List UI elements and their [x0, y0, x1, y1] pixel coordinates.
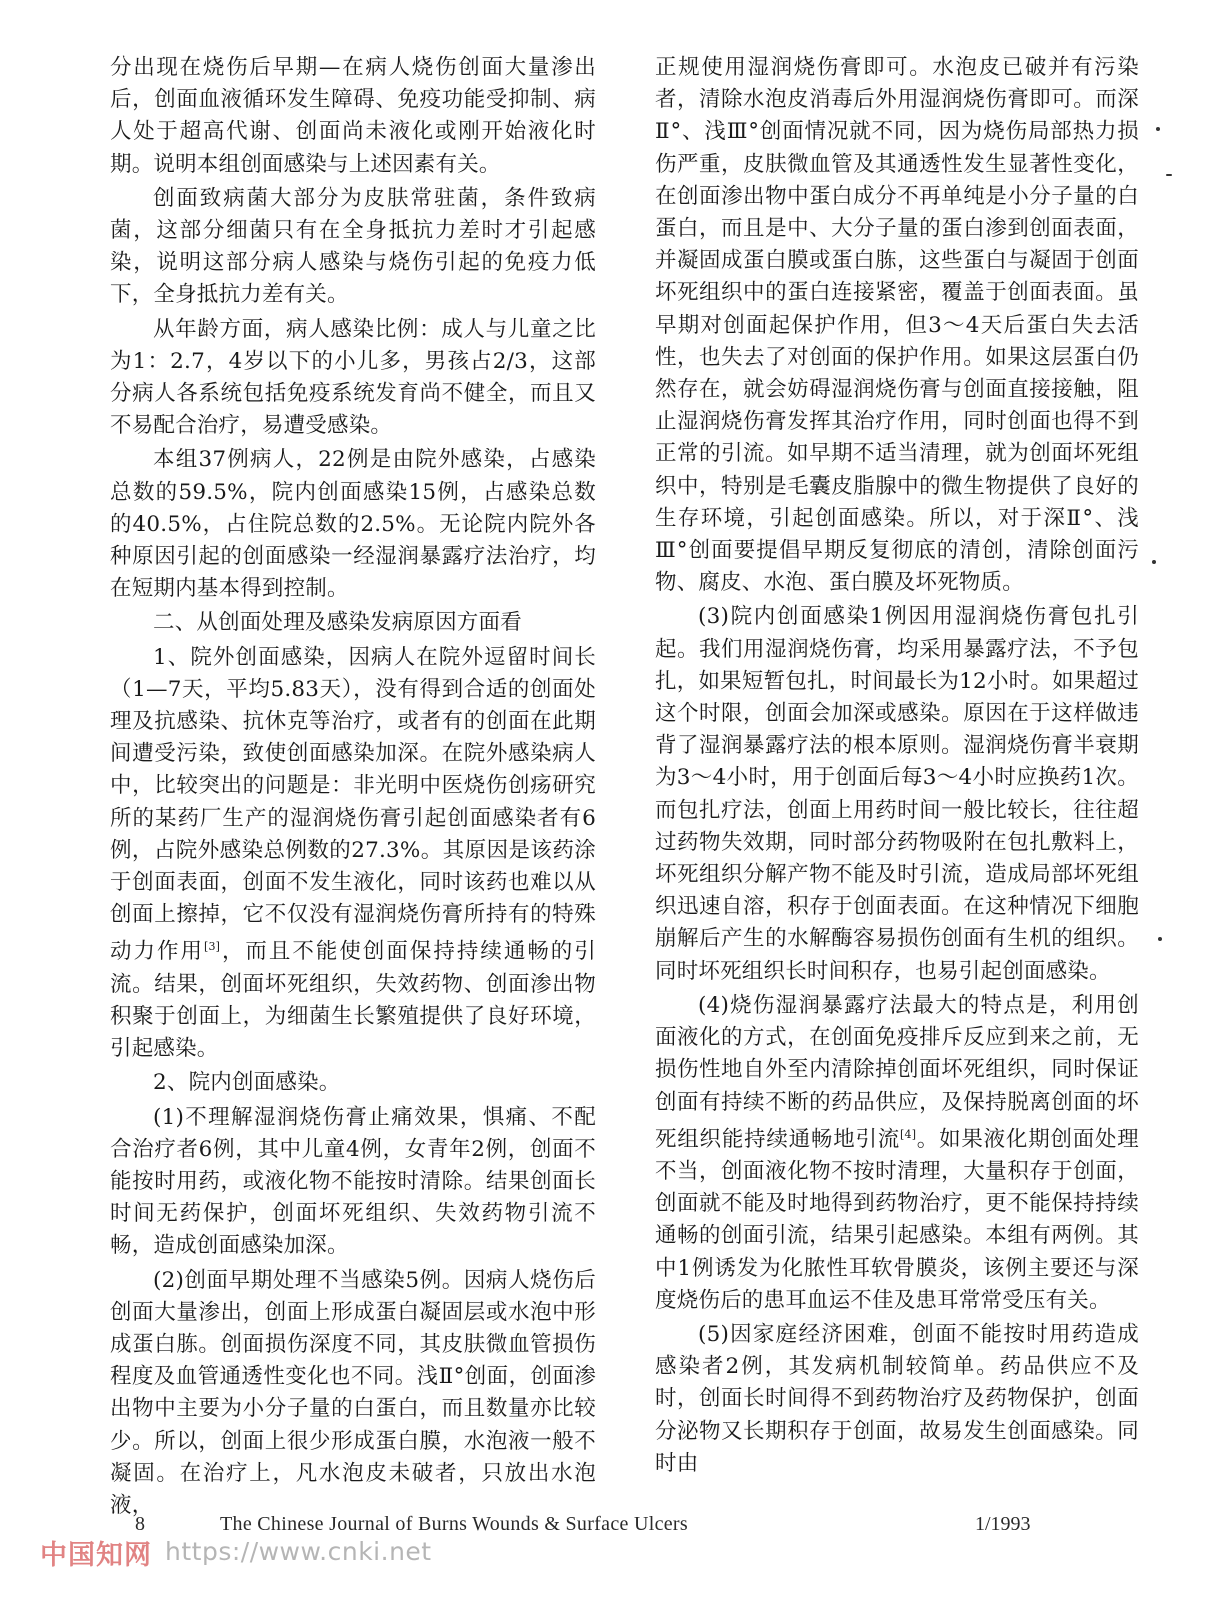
watermark-url: https://www.cnki.net	[165, 1537, 432, 1566]
paragraph: 创面致病菌大部分为皮肤常驻菌，条件致病菌，这部分细菌只有在全身抵抗力差时才引起感染，说明这部分病人感染与烧伤引起的免疫力低下，全身抵抗力差有关。	[110, 185, 596, 308]
paragraph: 分出现在烧伤后早期—在病人烧伤创面大量渗出后，创面血液循环发生障碍、免疫功能受抑制、病人处于超高代谢、创面尚未液化或刚开始液化时期。说明本组创面感染与上述因素有关。	[110, 55, 596, 177]
paragraph: (3)院内创面感染1例因用湿润烧伤膏包扎引起。我们用湿润烧伤膏，均采用暴露疗法，不予包扎，如果短暂包扎，时间最长为12小时。如果超过这个时限，创面会加深或感染。原因在于这样做违背了湿润暴露疗法的根本原则。湿润烧伤膏半衰期为3～4小时，用于创面后每3～4小时应换药1次。而包扎疗法，创面上用药时间一般比较长，往往超过药物失效期，同时部分药物吸附在包扎敷料上，坏死组织分解产物不能及时引流，造成局部坏死组织迅速自溶，积存于创面表面。在这种情况下细胞崩解后产生的水解酶容易损伤创面有生机的组织。同时坏死组织长时间积存，也易引起创面感染。	[655, 604, 1139, 984]
scan-speck	[1166, 174, 1172, 176]
issue-number: 1/1993	[975, 1513, 1031, 1535]
paragraph: (1)不理解湿润烧伤膏止痛效果，惧痛、不配合治疗者6例，其中儿童4例，女青年2例，创面不能按时用药，或液化物不能按时清除。结果创面长时间无药保护，创面坏死组织、失效药物引流不畅，造成创面感染加深。	[110, 1104, 596, 1259]
paragraph-text: (4)烧伤湿润暴露疗法最大的特点是，利用创面液化的方式，在创面免疫排斥反应到来之前，无损伤性地自外至内清除掉创面坏死组织，同时保证创面有持续不断的药品供应，及保持脱离创面的坏死组织能持续通畅地引流	[655, 992, 1139, 1152]
citation-ref: [3]	[203, 940, 221, 954]
paragraph-text: 1、院外创面感染，因病人在院外逗留时间长（1—7天，平均5.83天），没有得到合适的创面处理及抗感染、抗休克等治疗，或者有的创面在此期间遭受污染，致使创面感染加深。在院外感染病人中，比较突出的问题是：非光明中医烧伤创疡研究所的某药厂生产的湿润烧伤膏引起创面感染者有6例，占院外感染总例数的27.3%。其原因是该药涂于创面表面，创面不发生液化，同时该药也难以从创面上擦掉，它不仅没有湿润烧伤膏所持有的特殊动力作用	[110, 644, 596, 965]
scan-speck	[1156, 127, 1160, 131]
scan-speck	[1158, 937, 1162, 941]
paragraph: (5)因家庭经济困难，创面不能按时用药造成感染者2例，其发病机制较简单。药品供应不及时，创面长时间得不到药物治疗及药物保护，创面分泌物又长期积存于创面，故易发生创面感染。同时由	[655, 1322, 1139, 1476]
section-heading: 二、从创面处理及感染发病原因方面看	[153, 610, 522, 636]
paragraph: 本组37例病人，22例是由院外感染，占感染总数的59.5%，院内创面感染15例，占感染总数的40.5%，占住院总数的2.5%。无论院内院外各种原因引起的创面感染一经湿润暴露疗法治疗，均在短期内基本得到控制。	[110, 447, 596, 602]
right-column	[655, 52, 1139, 1480]
cnki-logo-watermark: 中国知网	[40, 1540, 152, 1571]
paragraph: 从年龄方面，病人感染比例：成人与儿童之比为1：2.7，4岁以下的小儿多，男孩占2/3，这部分病人各系统包括免疫系统发育尚不健全，而且又不易配合治疗，易遭受感染。	[110, 316, 596, 439]
paragraph-text: ，而且不能使创面保持持续通畅的引流。结果，创面坏死组织，失效药物、创面渗出物积聚于创面上，为细菌生长繁殖提供了良好环境，引起感染。	[110, 939, 596, 1062]
page-number: 8	[135, 1513, 145, 1535]
citation-ref: [4]	[900, 1127, 917, 1141]
subsection-heading: 2、院内创面感染。	[153, 1070, 341, 1096]
left-column	[110, 52, 596, 1522]
paragraph: 正规使用湿润烧伤膏即可。水泡皮已破并有污染者，清除水泡皮消毒后外用湿润烧伤膏即可。而深Ⅱ°、浅Ⅲ°创面情况就不同，因为烧伤局部热力损伤严重，皮肤微血管及其通透性发生显著性变化，在创面渗出物中蛋白成分不再单纯是小分子量的白蛋白，而且是中、大分子量的蛋白渗到创面表面，并凝固成蛋白膜或蛋白胨，这些蛋白与凝固于创面坏死组织中的蛋白连接紧密，覆盖于创面表面。虽早期对创面起保护作用，但3～4天后蛋白失去活性，也失去了对创面的保护作用。如果这层蛋白仍然存在，就会妨碍湿润烧伤膏与创面直接接触，阻止湿润烧伤膏发挥其治疗作用，同时创面也得不到正常的引流。如早期不适当清理，就为创面坏死组织中，特别是毛囊皮脂腺中的微生物提供了良好的生存环境，引起创面感染。所以，对于深Ⅱ°、浅Ⅲ°创面要提倡早期反复彻底的清创，清除创面污物、腐皮、水泡、蛋白膜及坏死物质。	[655, 55, 1139, 596]
paragraph	[655, 990, 1139, 1317]
paragraph-text: 。如果液化期创面处理不当，创面液化物不按时清理，大量积存于创面，创面就不能及时地得到药物治疗，更不能保持持续通畅的创面引流，结果引起感染。本组有两例。其中1例诱发为化脓性耳软骨膜炎，该例主要还与深度烧伤后的患耳血运不佳及患耳常常受压有关。	[655, 1126, 1139, 1313]
paragraph	[110, 642, 596, 1066]
paragraph: (2)创面早期处理不当感染5例。因病人烧伤后创面大量渗出，创面上形成蛋白凝固层或水泡中形成蛋白胨。创面损伤深度不同，其皮肤微血管损伤程度及血管通透性变化也不同。浅Ⅱ°创面，创面渗出物中主要为小分子量的白蛋白，而且数量亦比较少。所以，创面上很少形成蛋白膜，水泡液一般不凝固。在治疗上，凡水泡皮未破者，只放出水泡液，	[110, 1267, 596, 1519]
scan-speck	[1152, 560, 1156, 564]
journal-title: The Chinese Journal of Burns Wounds & Surface Ulcers	[220, 1513, 688, 1535]
